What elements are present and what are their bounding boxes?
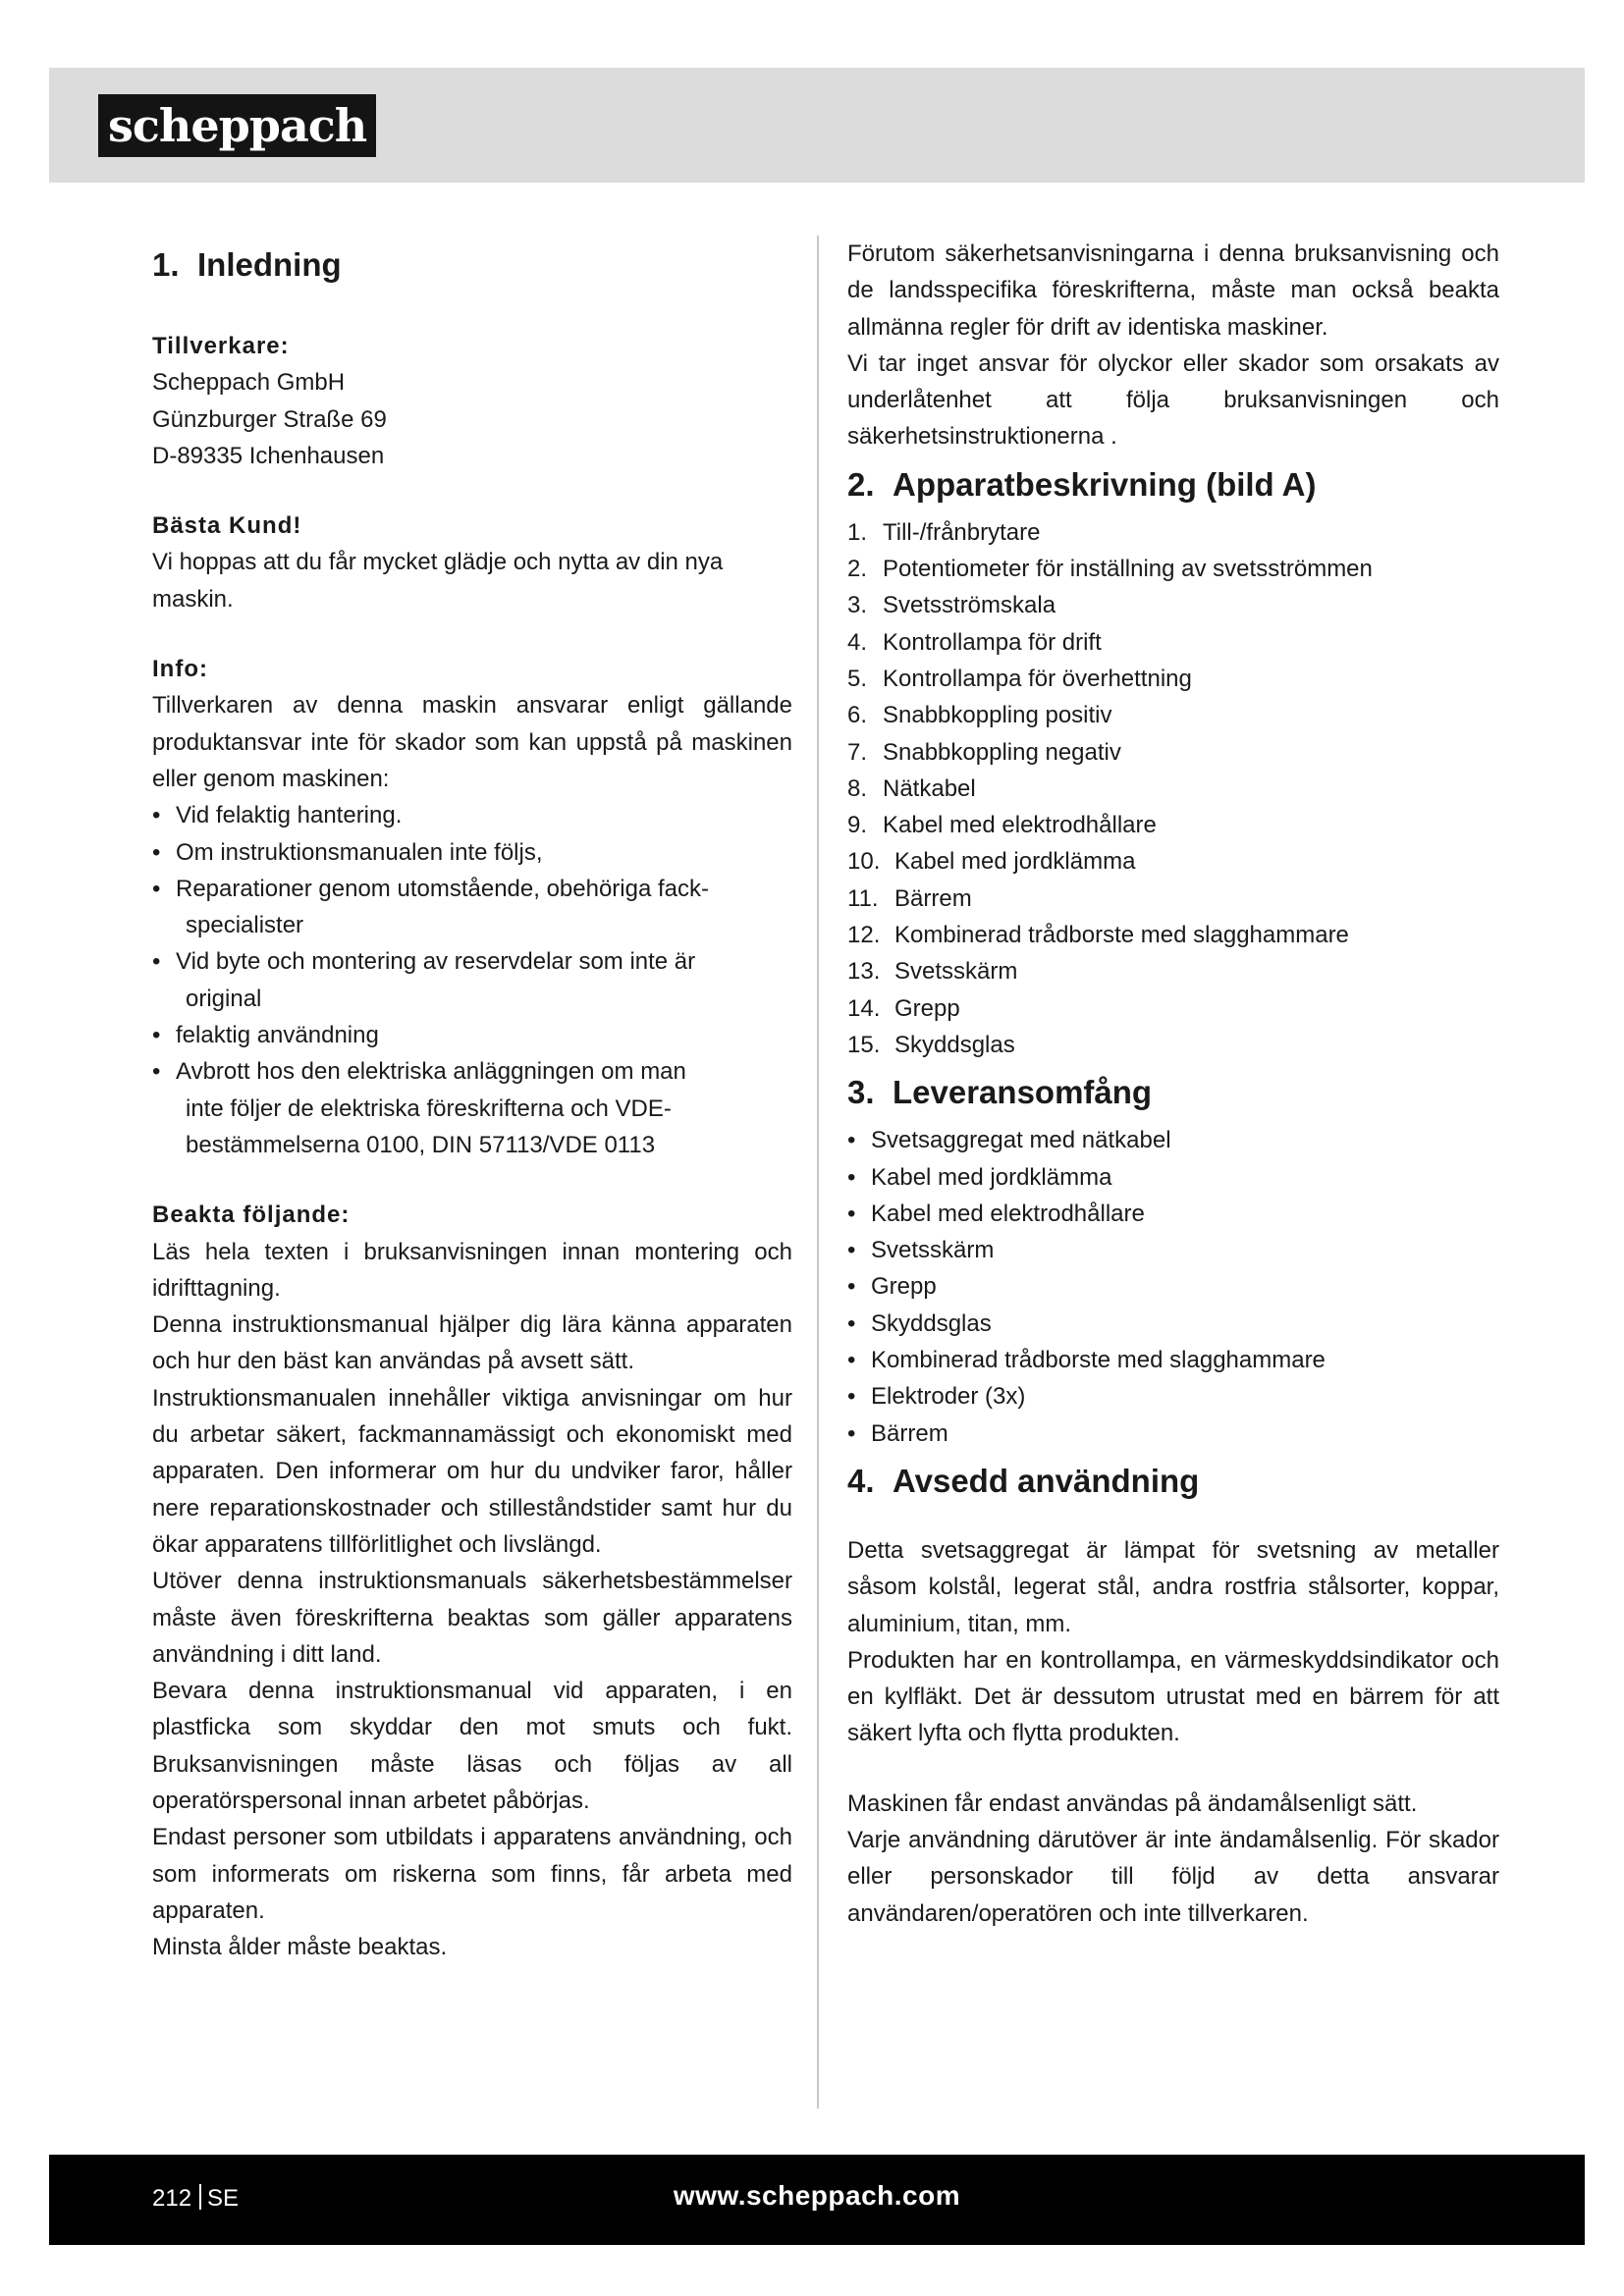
list-item: • Skyddsglas	[847, 1306, 1499, 1342]
left-column	[152, 236, 792, 1965]
intended-use-block-b	[847, 1786, 1499, 1932]
item-number: 7.	[847, 738, 868, 766]
section-title: Inledning	[197, 246, 342, 283]
intended-use-paragraph: Produkten har en kontrollampa, en värmeskyddsindikator och en kylfläkt. Det är dessutom utrustat med en bärrem för att säkert lyfta och flytta produkten.	[847, 1646, 1499, 1747]
dear-customer-label: Bästa Kund!	[152, 512, 302, 540]
list-item-text: Om instruktionsmanualen inte följs,	[176, 838, 543, 866]
section-heading-apparatbeskrivning	[847, 455, 1499, 514]
section-number: 2.	[847, 465, 875, 503]
note-paragraph: Endast personer som utbildats i apparatens användning, och som informerats om riskerna som finns, får arbeta med apparaten.	[152, 1824, 792, 1924]
list-item-text: inte följer de elektriska föreskrifterna och VDE-	[186, 1095, 672, 1122]
list-item-text: Snabbkoppling negativ	[883, 738, 1121, 766]
info-block	[152, 651, 792, 1163]
section-number: 1.	[152, 246, 180, 283]
list-item-text: Kombinerad trådborste med slagghammare	[894, 922, 1349, 949]
list-item-text: Potentiometer för inställning av svetsströmmen	[883, 556, 1373, 583]
column-divider	[817, 236, 819, 2109]
list-item	[847, 514, 1499, 551]
list-item-text: Vid byte och montering av reservdelar som inte är	[176, 948, 696, 976]
note-paragraph: Läs hela texten i bruksanvisningen innan montering och idrifttagning.	[152, 1238, 792, 1302]
device-parts-list	[847, 514, 1499, 1063]
list-item	[152, 1017, 792, 1053]
list-item-text: specialister	[186, 912, 304, 939]
item-number: 3.	[847, 592, 868, 619]
note-block	[152, 1197, 792, 1965]
note-paragraph: Bevara denna instruktionsmanual vid apparaten, i en plastficka som skyddar den mot smuts och fukt. Bruksanvisningen måste läsas och följas av all operatörspersonal innan arbetet påbörjas.	[152, 1678, 792, 1814]
intro-paragraph: Förutom säkerhetsanvisningarna i denna bruksanvisning och de landsspecifika föreskrifterna, måste man också beakta allmänna regler för drift av identiska maskiner.	[847, 240, 1499, 341]
section-number: 4.	[847, 1462, 875, 1499]
list-item-text: Vid felaktig hantering.	[176, 802, 403, 829]
language-code: SE	[207, 2185, 240, 2212]
section-number: 3.	[847, 1074, 875, 1111]
item-number: 6.	[847, 702, 868, 729]
dear-customer-text: Vi hoppas att du får mycket glädje och nytta av din nya maskin.	[152, 549, 724, 613]
list-item	[847, 807, 1499, 843]
section-heading-avsedd-anvandning	[847, 1452, 1499, 1511]
item-number: 10.	[847, 848, 881, 876]
list-item	[847, 771, 1499, 807]
manufacturer-block	[152, 328, 792, 474]
item-number: 9.	[847, 812, 868, 839]
list-item	[847, 587, 1499, 623]
intro-block	[847, 236, 1499, 455]
list-item	[847, 551, 1499, 587]
list-item-text: Kontrollampa för drift	[883, 628, 1102, 656]
section-heading-leveransomfang	[847, 1063, 1499, 1122]
intended-use-paragraph: Detta svetsaggregat är lämpat för svetsning av metaller såsom kolstål, legerat stål, andra rostfria stålsorter, koppar, aluminium, titan, mm.	[847, 1536, 1499, 1637]
list-item-text: Skyddsglas	[894, 1031, 1015, 1058]
list-item-text: Reparationer genom utomstående, obehöriga fack-	[176, 875, 709, 902]
section-heading-inledning	[152, 236, 792, 294]
footer-band	[49, 2155, 1585, 2245]
list-item-text: Nätkabel	[883, 774, 976, 802]
manufacturer-label: Tillverkare:	[152, 333, 290, 359]
item-number: 14.	[847, 994, 881, 1022]
website-url: www.scheppach.com	[673, 2180, 961, 2211]
list-item	[847, 917, 1499, 953]
intended-use-paragraph: Maskinen får endast användas på ändamålsenligt sätt.	[847, 1789, 1418, 1817]
list-item-text: Svetsskärm	[894, 958, 1018, 986]
section-title: Avsedd användning	[893, 1462, 1200, 1499]
list-item-text: Svetsströmskala	[883, 592, 1056, 619]
list-item	[847, 881, 1499, 917]
manufacturer-line: Günzburger Straße 69	[152, 405, 387, 433]
section-title: Apparatbeskrivning (bild A)	[893, 465, 1317, 503]
scheppach-logo: scheppach	[98, 94, 376, 157]
section-title: Leveransomfång	[893, 1074, 1153, 1111]
page-number: 212	[152, 2185, 192, 2212]
list-item	[847, 953, 1499, 989]
item-number: 4.	[847, 628, 868, 656]
list-item-text: Kabel med jordklämma	[894, 848, 1136, 876]
list-item	[152, 797, 792, 833]
note-label: Beakta följande:	[152, 1201, 351, 1229]
manufacturer-line: Scheppach GmbH	[152, 369, 346, 397]
list-item-text: Kontrollampa för överhettning	[883, 665, 1192, 692]
list-item-text: Grepp	[894, 994, 960, 1022]
right-column	[847, 236, 1499, 1932]
list-item-text: Bärrem	[894, 884, 972, 912]
list-item	[152, 1053, 792, 1163]
item-number: 8.	[847, 774, 868, 802]
info-label: Info:	[152, 656, 208, 683]
list-item-text: felaktig användning	[176, 1022, 379, 1049]
intended-use-block-a	[847, 1532, 1499, 1752]
list-item	[847, 661, 1499, 697]
item-number: 1.	[847, 518, 868, 546]
item-number: 13.	[847, 958, 881, 986]
info-list	[152, 797, 792, 1163]
list-item-text: Snabbkoppling positiv	[883, 702, 1112, 729]
item-number: 15.	[847, 1031, 881, 1058]
manufacturer-line: D-89335 Ichenhausen	[152, 442, 385, 469]
list-item	[847, 697, 1499, 733]
list-item-text: bestämmelserna 0100, DIN 57113/VDE 0113	[186, 1131, 656, 1158]
item-number: 11.	[847, 884, 879, 912]
list-item: • Kabel med jordklämma	[847, 1159, 1499, 1196]
header-band	[49, 68, 1585, 183]
note-paragraph: Denna instruktionsmanual hjälper dig lära känna apparaten och hur den bäst kan användas på avsett sätt.	[152, 1311, 792, 1375]
list-item	[847, 1027, 1499, 1063]
list-item	[847, 624, 1499, 661]
list-item-text: original	[186, 985, 262, 1012]
note-paragraph: Utöver denna instruktionsmanuals säkerhetsbestämmelser måste även föreskrifterna beaktas som gäller apparatens användning i ditt land.	[152, 1568, 792, 1668]
item-number: 2.	[847, 556, 868, 583]
list-item	[847, 843, 1499, 880]
info-text: Tillverkaren av denna maskin ansvarar enligt gällande produktansvar inte för skador som kan uppstå på maskinen eller genom maskinen:	[152, 692, 792, 792]
list-item: • Kabel med elektrodhållare	[847, 1196, 1499, 1232]
list-item	[847, 990, 1499, 1027]
list-item: • Svetsaggregat med nätkabel	[847, 1122, 1499, 1158]
list-item: • Elektroder (3x)	[847, 1378, 1499, 1415]
list-item-text: Kabel med elektrodhållare	[883, 812, 1157, 839]
list-item-text: Till-/frånbrytare	[883, 518, 1041, 546]
list-item	[152, 871, 792, 944]
scope-of-delivery-list	[847, 1122, 1499, 1452]
list-item: • Svetsskärm	[847, 1232, 1499, 1268]
intended-use-paragraph: Varje användning därutöver är inte ändamålsenlig. För skador eller personskador till följd av detta ansvarar användaren/operatören och inte tillverkaren.	[847, 1826, 1499, 1927]
list-item-text: Avbrott hos den elektriska anläggningen om man	[176, 1058, 686, 1086]
list-item: • Grepp	[847, 1268, 1499, 1305]
list-item	[847, 734, 1499, 771]
item-number: 5.	[847, 665, 868, 692]
intro-paragraph: Vi tar inget ansvar för olyckor eller skador som orsakats av underlåtenhet att följa bruksanvisningen och säkerhetsinstruktionerna .	[847, 349, 1499, 451]
list-item: • Kombinerad trådborste med slagghammare	[847, 1342, 1499, 1378]
item-number: 12.	[847, 922, 881, 949]
note-paragraph: Instruktionsmanualen innehåller viktiga anvisningar om hur du arbetar säkert, fackmannamässigt och ekonomiskt med apparaten. Den informerar om hur du undviker faror, håller nere reparationskostnader och stilleståndstider samt hur du ökar apparatens tillförlitlighet och livslängd.	[152, 1384, 792, 1558]
dear-customer-block	[152, 507, 792, 617]
list-item: • Bärrem	[847, 1415, 1499, 1452]
list-item	[152, 943, 792, 1017]
list-item	[152, 834, 792, 871]
note-paragraph: Minsta ålder måste beaktas.	[152, 1934, 448, 1961]
